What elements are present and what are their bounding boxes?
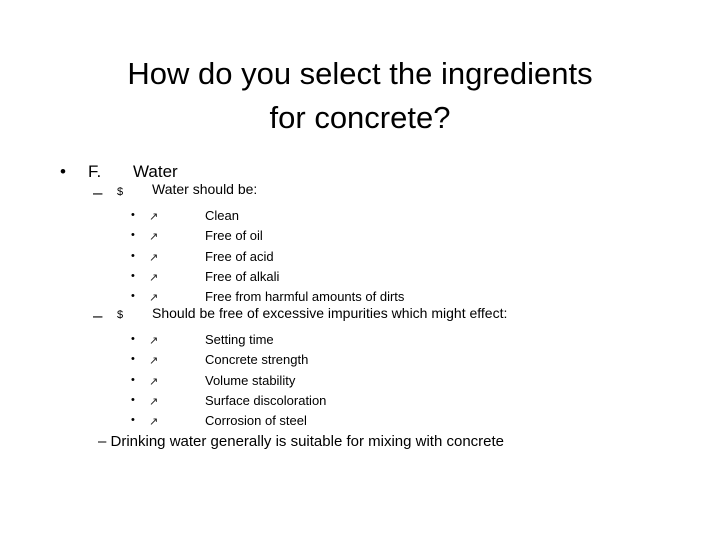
slide-title-line-2: for concrete?: [269, 100, 451, 135]
check-arrow-icon: ↗: [149, 335, 159, 347]
check-arrow-icon: ↗: [149, 271, 159, 284]
section-bullet: •: [60, 162, 66, 181]
list-item-text: Free of alkali: [205, 268, 280, 284]
check-arrow-icon: ↗: [149, 292, 159, 305]
list-item-text: Free of acid: [205, 248, 274, 264]
list-bullet: •: [131, 229, 135, 242]
point2-symbol: $: [117, 309, 124, 321]
check-arrow-icon: ↗: [149, 395, 159, 408]
section-letter: F.: [88, 162, 102, 181]
point2-text: Should be free of excessive impurities which might effect:: [152, 305, 508, 321]
list-bullet: •: [131, 373, 135, 386]
list-bullet: •: [131, 209, 135, 221]
footer-note: – Drinking water generally is suitable for mixing with concrete: [98, 433, 505, 450]
list-item-text: Concrete strength: [205, 352, 309, 368]
point1-text: Water should be:: [152, 181, 258, 197]
check-arrow-icon: ↗: [149, 231, 159, 244]
point1-dash: –: [93, 183, 103, 202]
check-arrow-icon: ↗: [149, 251, 159, 264]
list-bullet: •: [131, 290, 135, 303]
list-item-text: Volume stability: [205, 372, 296, 388]
list-item-text: Corrosion of steel: [205, 413, 307, 429]
check-arrow-icon: ↗: [149, 416, 159, 429]
section-heading: Water: [133, 162, 178, 181]
list-bullet: •: [131, 333, 135, 345]
check-arrow-icon: ↗: [149, 211, 159, 223]
list-item-text: Free from harmful amounts of dirts: [205, 289, 405, 305]
list-bullet: •: [131, 414, 135, 427]
list-item-text: Setting time: [205, 332, 274, 347]
point2-dash: –: [93, 306, 103, 325]
list-item-text: Clean: [205, 208, 239, 223]
point1-symbol: $: [117, 186, 124, 198]
list-item-text: Free of oil: [205, 228, 263, 244]
check-arrow-icon: ↗: [149, 375, 159, 388]
slide-title-line-1: How do you select the ingredients: [127, 56, 593, 91]
check-arrow-icon: ↗: [149, 355, 159, 368]
list-bullet: •: [131, 249, 135, 262]
list-item-text: Surface discoloration: [205, 392, 327, 408]
list-bullet: •: [131, 269, 135, 282]
list-bullet: •: [131, 353, 135, 366]
list-bullet: •: [131, 393, 135, 406]
